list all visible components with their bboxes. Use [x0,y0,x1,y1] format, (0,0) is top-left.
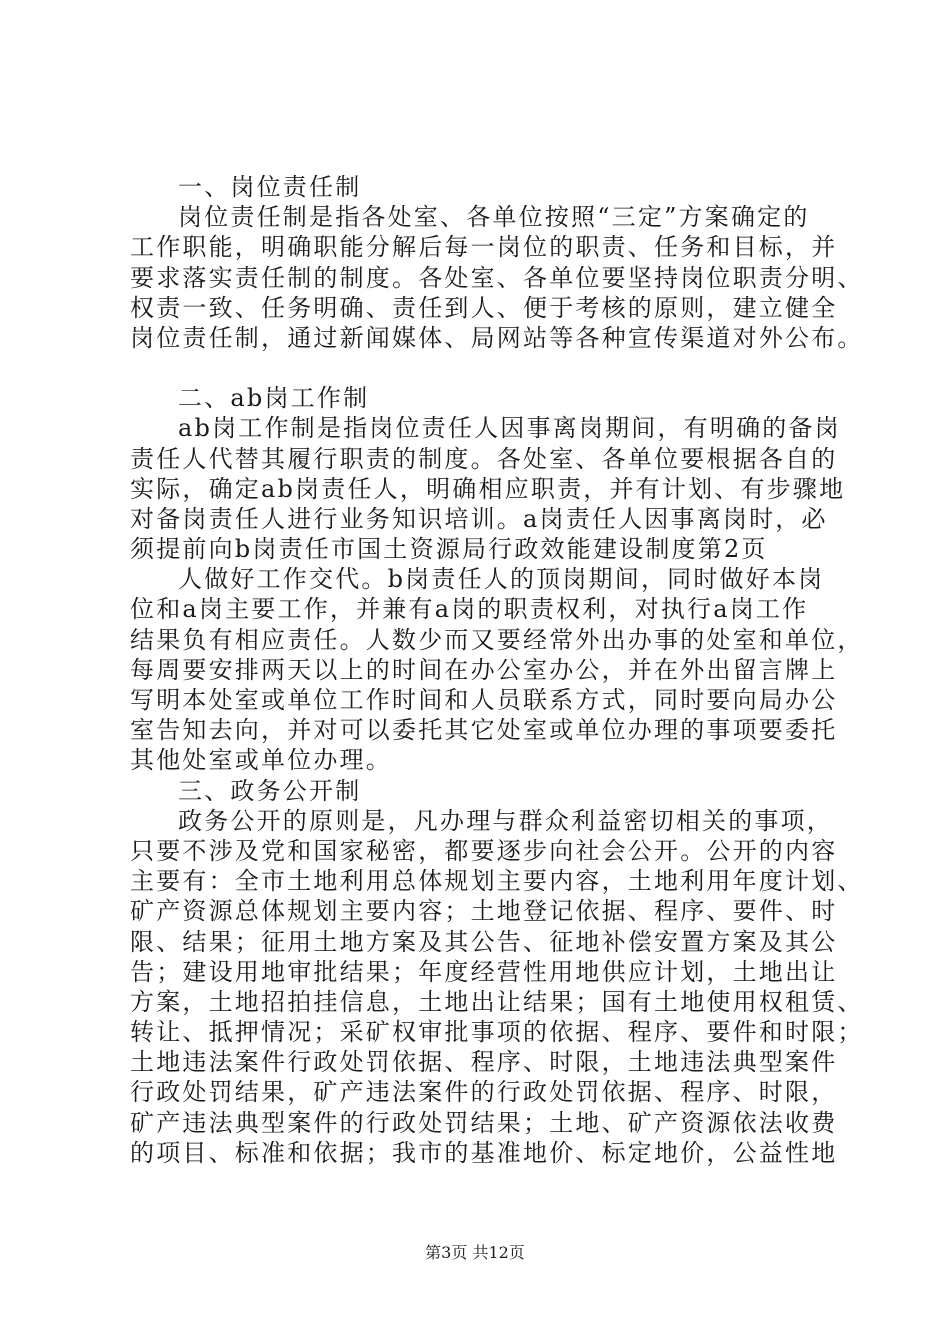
paragraph-line: 其他处室或单位办理。 [130,746,392,775]
paragraph-line: 主要有：全市土地利用总体规划主要内容，土地利用年度计划、 [130,867,864,896]
section-heading-3: 三、政务公开制 [178,776,362,805]
paragraph-line: 政务公开的原则是，凡办理与群众利益密切相关的事项， [178,806,833,835]
paragraph-line: ab岗工作制是指岗位责任人因事离岗期间，有明确的备岗 [178,414,841,443]
document-body [130,172,864,1168]
page-number-footer: 第3页 共12页 [425,1243,525,1262]
section-heading-2: 二、ab岗工作制 [178,384,370,413]
paragraph-line: 位和a岗主要工作，并兼有a岗的职责权利，对执行a岗工作 [130,595,809,624]
paragraph-gap [130,353,830,383]
paragraph-line: 对备岗责任人进行业务知识培训。a岗责任人因事离岗时，必 [130,504,828,533]
paragraph-line: 实际，确定ab岗责任人，明确相应职责，并有计划、有步骤地 [130,474,846,503]
paragraph-line: 写明本处室或单位工作时间和人员联系方式，同时要向局办公 [130,686,838,714]
paragraph-line: 的项目、标准和依据；我市的基准地价、标定地价，公益性地 [130,1138,838,1167]
paragraph-line: 工作职能，明确职能分解后每一岗位的职责、任务和目标，并 [130,233,838,262]
paragraph-line: 权责一致、任务明确、责任到人、便于考核的原则，建立健全 [130,293,838,322]
paragraph-line: 每周要安排两天以上的时间在办公室办公，并在外出留言牌上 [130,655,838,684]
paragraph-line: 告；建设用地审批结果；年度经营性用地供应计划，土地出让 [130,957,838,986]
paragraph-line: 要求落实责任制的制度。各处室、各单位要坚持岗位职责分明、 [130,263,864,292]
paragraph-line: 土地违法案件行政处罚依据、程序、时限，土地违法典型案件 [130,1048,838,1077]
section-heading-1: 一、岗位责任制 [178,173,362,201]
paragraph-line: 责任人代替其履行职责的制度。各处室、各单位要根据各自的 [130,444,838,473]
paragraph-line: 须提前向b岗责任市国土资源局行政效能建设制度第2页 [130,535,768,564]
paragraph-line: 岗位责任制是指各处室、各单位按照“三定”方案确定的 [178,203,810,232]
paragraph-line: 限、结果；征用土地方案及其公告、征地补偿安置方案及其公 [130,927,838,956]
paragraph-line: 室告知去向，并对可以委托其它处室或单位办理的事项要委托 [130,716,838,745]
paragraph-line: 方案，土地招拍挂信息，土地出让结果；国有土地使用权租赁、 [130,987,864,1016]
paragraph-line: 结果负有相应责任。人数少而又要经常外出办事的处室和单位， [130,625,864,654]
paragraph-line: 岗位责任制，通过新闻媒体、局网站等各种宣传渠道对外公布。 [130,323,864,352]
paragraph-line: 矿产违法典型案件的行政处罚结果；土地、矿产资源依法收费 [130,1108,838,1137]
paragraph-line: 人做好工作交代。b岗责任人的顶岗期间，同时做好本岗 [178,565,825,594]
paragraph-line: 行政处罚结果，矿产违法案件的行政处罚依据、程序、时限， [130,1078,838,1107]
paragraph-line: 矿产资源总体规划主要内容；土地登记依据、程序、要件、时 [130,897,838,926]
paragraph-line: 只要不涉及党和国家秘密，都要逐步向社会公开。公开的内容 [130,836,838,865]
paragraph-line: 转让、抵押情况；采矿权审批事项的依据、程序、要件和时限； [130,1018,864,1047]
